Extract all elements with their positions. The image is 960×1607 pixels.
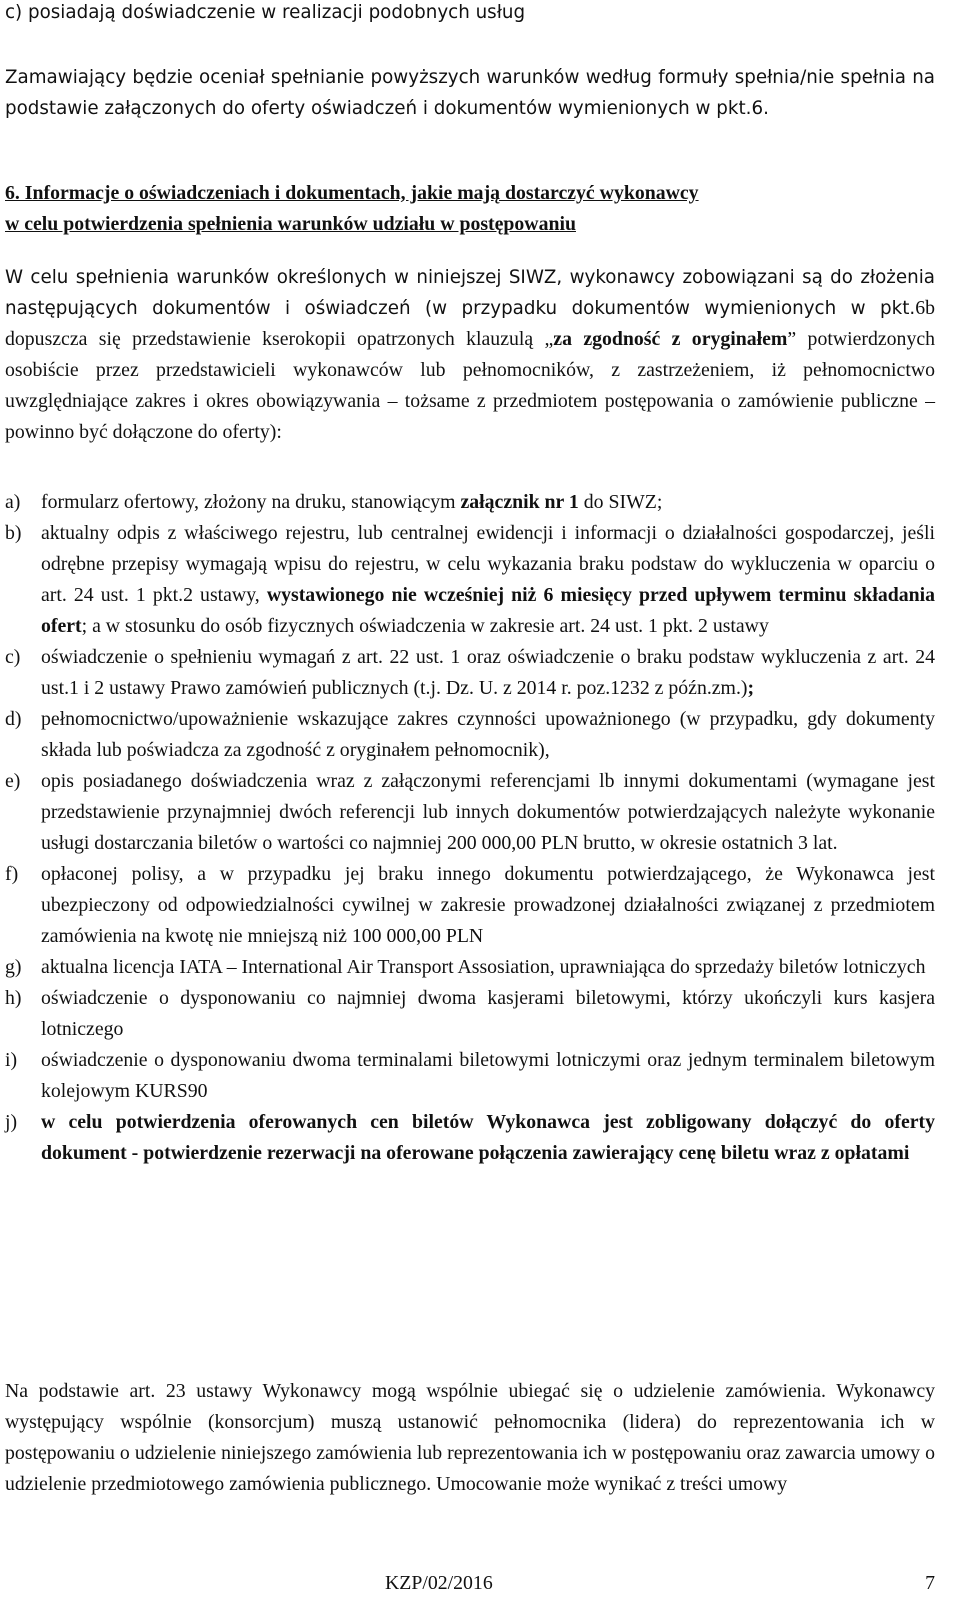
item-text-1: oświadczenie o dysponowaniu dwoma terminalami biletowymi lotniczymi oraz jednym terminalem biletowym kolejowym KURS90 bbox=[41, 1049, 935, 1102]
section-6-sans-text: W celu spełnienia warunków określonych w niniejszej SIWZ, wykonawcy zobowiązani są do złożenia następujących dokumentów i oświadczeń (w przypadku dokumentów wymienionych w pkt. bbox=[5, 267, 935, 319]
consortium-paragraph: Na podstawie art. 23 ustawy Wykonawcy mogą wspólnie ubiegać się o udzielenie zamówienia. Wykonawcy występujący wspólnie (konsorcjum) muszą ustanowić pełnomocnika (lidera) do reprezentowania ich w postępowaniu o udzielenie niniejszego zamówienia lub reprezentowania ich w postępowaniu oraz zawarcia umowy o udzielenie przedmiotowego zamówienia publicznego. Umocowanie może wynikać z treści umowy bbox=[5, 1380, 935, 1495]
document-code: KZP/02/2016 bbox=[385, 1572, 493, 1594]
list-item-text bbox=[41, 704, 935, 766]
list-item bbox=[5, 1107, 935, 1169]
item-text-1: opis posiadanego doświadczenia wraz z załączonymi referencjami lb innymi dokumentami (wymagane jest przedstawienie przynajmniej dwóch referencji lub innych dokumentów potwierdzających należyte wykonanie usługi dostarczania biletów o wartości co najmniej 200 000,00 PLN brutto, w okresie ostatnich 3 lat. bbox=[41, 770, 935, 854]
section-6-bold-clause: za zgodność z oryginałem bbox=[553, 328, 788, 350]
item-bold: wystawionego nie wcześniej niż 6 miesięcy przed upływem terminu składania ofert bbox=[41, 584, 935, 637]
item-text-1: formularz ofertowy, złożony na druku, stanowiącym bbox=[41, 491, 461, 513]
list-item-label: a) bbox=[5, 491, 21, 513]
item-text-1: aktualna licencja IATA – International Air Transport Assosiation, uprawniająca do sprzedaży biletów lotniczych bbox=[41, 956, 926, 978]
item-text-2: do SIWZ; bbox=[578, 491, 663, 513]
documents-list bbox=[5, 487, 935, 1169]
section-heading-line-2: w celu potwierdzenia spełnienia warunków udziału w postępowaniu bbox=[5, 213, 576, 235]
section-heading-line-1: 6. Informacje o oświadczeniach i dokumentach, jakie mają dostarczyć wykonawcy bbox=[5, 182, 699, 204]
list-item-text bbox=[41, 1107, 935, 1169]
item-bold: ; bbox=[747, 677, 755, 699]
item-text-2: ; a w stosunku do osób fizycznych oświadczenia w zakresie art. 24 ust. 1 pkt. 2 ustawy bbox=[81, 615, 769, 637]
section-6-text-b: ” potwierdzonych osobiście przez przedstawicieli wykonawców lub pełnomocników, z zastrzeżeniem, iż pełnomocnictwo uwzględniające zakres i okres obowiązywania – tożsame z przedmiotem postępowania o zamówienie publiczne – powinno być dołączone do oferty): bbox=[5, 328, 935, 443]
item-bold: w celu potwierdzenia oferowanych cen biletów Wykonawca jest zobligowany dołączyć do oferty dokument - potwierdzenie rezerwacji na oferowane połączenia zawierający cenę biletu wraz z opłatami bbox=[41, 1111, 935, 1164]
item-text-1: pełnomocnictwo/upoważnienie wskazujące zakres czynności upoważnionego (w przypadku, gdy dokumenty składa lub poświadcza za zgodność z oryginałem pełnomocnik), bbox=[41, 708, 935, 761]
list-item-text bbox=[41, 518, 935, 642]
list-item bbox=[5, 766, 935, 859]
list-item-label: f) bbox=[5, 863, 19, 885]
item-text-1: aktualny odpis z właściwego rejestru, lub centralnej ewidencji i informacji o działalności gospodarczej, jeśli odrębne przepisy wymagają wpisu do rejestru, w celu wykazania braku podstaw do wykluczenia w oparciu o art. 24 ust. 1 pkt.2 ustawy, bbox=[41, 522, 935, 606]
section-6-text-a: 6b dopuszcza się przedstawienie kserokopii opatrzonych klauzulą „ bbox=[5, 297, 935, 350]
list-item-c-previous: c) posiadają doświadczenie w realizacji podobnych usług bbox=[5, 2, 526, 23]
item-text-1: oświadczenie o dysponowaniu co najmniej dwoma kasjerami biletowymi, którzy ukończyli kurs kasjera lotniczego bbox=[41, 987, 935, 1040]
list-item-label: g) bbox=[5, 956, 22, 978]
list-item bbox=[5, 642, 935, 704]
list-item bbox=[5, 518, 935, 642]
list-item-label: h) bbox=[5, 987, 22, 1009]
list-item-label: c) bbox=[5, 646, 21, 668]
item-bold: załącznik nr 1 bbox=[460, 491, 579, 513]
evaluation-paragraph: Zamawiający będzie oceniał spełnianie powyższych warunków według formuły spełnia/nie spełnia na podstawie załączonych do oferty oświadczeń i dokumentów wymienionych w pkt.6. bbox=[5, 67, 935, 119]
list-item-label: d) bbox=[5, 708, 22, 730]
item-text-1: opłaconej polisy, a w przypadku jej braku innego dokumentu potwierdzającego, że Wykonawca jest ubezpieczony od odpowiedzialności cywilnej w zakresie prowadzonej działalności związanej z przedmiotem zamówienia na kwotę nie mniejszą niż 100 000,00 PLN bbox=[41, 863, 935, 947]
list-item-text bbox=[41, 983, 935, 1045]
list-item bbox=[5, 952, 935, 983]
list-item-text bbox=[41, 766, 935, 859]
list-item-text bbox=[41, 1045, 935, 1107]
item-text-1: oświadczenie o spełnieniu wymagań z art. 22 ust. 1 oraz oświadczenie o braku podstaw wykluczenia z art. 24 ust.1 i 2 ustawy Prawo zamówień publicznych (t.j. Dz. U. z 2014 r. poz.1232 z późn.zm.) bbox=[41, 646, 935, 699]
section-6-heading bbox=[5, 178, 935, 240]
list-item-text bbox=[41, 642, 935, 704]
page-number: 7 bbox=[925, 1572, 935, 1594]
list-item bbox=[5, 704, 935, 766]
list-item-label: b) bbox=[5, 522, 22, 544]
list-item-label: j) bbox=[5, 1111, 18, 1133]
list-item-text bbox=[41, 859, 935, 952]
list-item bbox=[5, 1045, 935, 1107]
list-item-label: e) bbox=[5, 770, 21, 792]
list-item-label: i) bbox=[5, 1049, 18, 1071]
section-6-paragraph bbox=[5, 262, 935, 448]
list-item bbox=[5, 859, 935, 952]
list-item bbox=[5, 487, 935, 518]
list-item-text bbox=[41, 952, 935, 983]
list-item bbox=[5, 983, 935, 1045]
list-item-text bbox=[41, 487, 935, 518]
